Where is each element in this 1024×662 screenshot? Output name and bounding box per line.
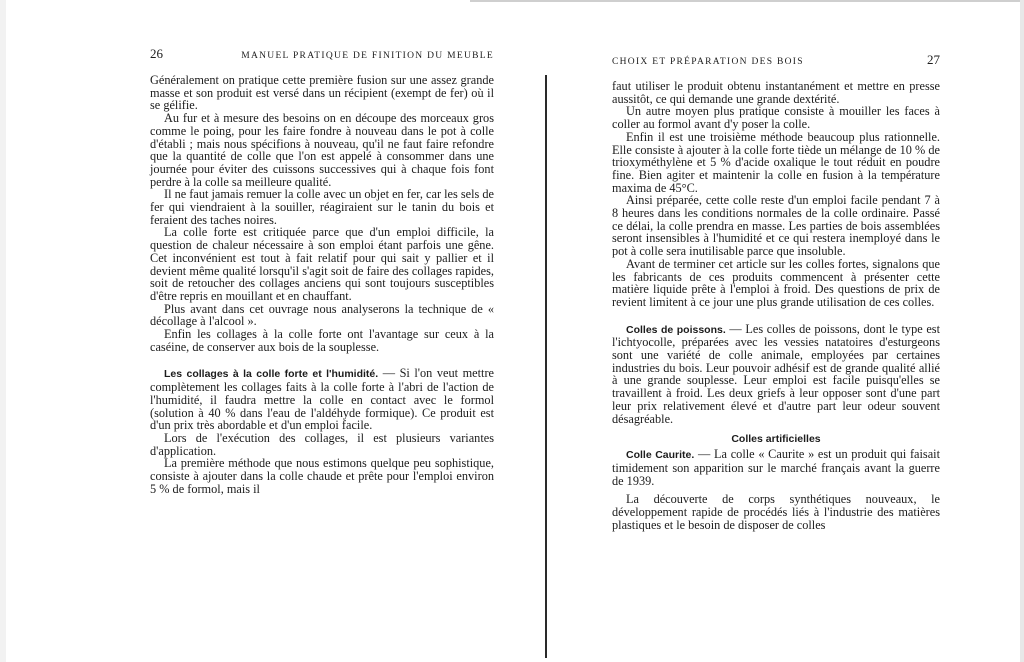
paragraph: faut utiliser le produit obtenu instantanément et mettre en presse aussitôt, ce qui demande une grande dextérité.: [612, 79, 940, 106]
paragraph: Enfin il est une troisième méthode beaucoup plus rationnelle. Elle consiste à ajouter à la colle forte tiède un mélange de 10 % de trioxyméthylène et 5 % d'acide oxalique le tout réduit en poudre fine. Bien agiter et maintenir la colle en fusion à la température maxima de 45°C.: [612, 129, 940, 195]
section-paragraph: [612, 323, 940, 426]
right-page-body: [612, 80, 940, 532]
section-paragraph: [612, 448, 940, 487]
page-number: 26: [150, 46, 163, 61]
running-title: MANUEL PRATIQUE DE FINITION DU MEUBLE: [241, 51, 494, 61]
paragraph: Avant de terminer cet article sur les colles fortes, signalons que les fabricants de ces produits commencent à présenter cette matière liquide prête à l'emploi à froid. Des questions de prix de revient limitent à ce jour une plus grande utilisation de ces colles.: [612, 256, 940, 309]
scan-edge-left: [0, 0, 6, 662]
section-heading: Colles de poissons.: [626, 323, 726, 336]
section-text: — Si l'on veut mettre complètement les collages faits à la colle forte à l'abri de l'action de l'humidité, il faudra mettre la colle en contact avec le formol (solution à 40 % dans l'eau de l'aldéhyde formique). Ce produit est d'un prix très abordable et d'un emploi facile.: [150, 366, 495, 433]
paragraph: La première méthode que nous estimons quelque peu sophistique, consiste à ajouter dans la colle chaude et prête pour l'emploi environ 5 % de formol, mais il: [150, 456, 494, 496]
left-page: [150, 46, 494, 496]
running-title: CHOIX ET PRÉPARATION DES BOIS: [612, 57, 804, 67]
left-page-body: [150, 74, 494, 496]
section-text: — La colle « Caurite » est un produit qui faisait timidement son apparition sur le marché français avant la guerre de 1939.: [612, 447, 940, 488]
right-page: [612, 52, 940, 532]
book-gutter: [545, 75, 547, 658]
paragraph: Ainsi préparée, cette colle reste d'un emploi facile pendant 7 à 8 heures dans les conditions normales de la colle ordinaire. Passé ce délai, la colle prendra en masse. Les parties de bois assemblées seront insensibles à l'humidité et ce qui restera inemployé dans le pot à colle sera inutilisable parce que insoluble.: [612, 193, 940, 259]
section-heading: Colle Caurite.: [626, 449, 695, 462]
right-page-header: [612, 52, 940, 68]
scan-top-edge: [470, 0, 1020, 2]
subsection-title: Colles artificielles: [731, 433, 821, 446]
paragraph: La découverte de corps synthétiques nouveaux, le développement rapide de procédés liés à l'industrie des matières plastiques et le besoin de disposer de colles: [612, 492, 940, 532]
paragraph: Plus avant dans cet ouvrage nous analyserons la technique de « décollage à l'alcool ».: [150, 301, 494, 329]
paragraph: Au fur et à mesure des besoins on en découpe des morceaux gros comme le poing, pour les faire fondre à nouveau dans le pot à colle d'établi ; mais nous spécifions à nouveau, qu'il ne faut faire refondre que la quantité de colle que l'on est appelé à consommer dans une journée pour éviter des cuissons successives qui à chaque fois font perdre à la colle sa meilleure qualité.: [150, 111, 494, 189]
section-text: — Les colles de poissons, dont le type est l'ichtyocolle, préparées avec les vessies natatoires d'esturgeons sont une variété de colle animale, employées par certaines industries du bois. Leur pouvoir adhésif est de grande qualité allié à une grande souplesse. Leur emploi est facile puisqu'elles se travaillent à froid. Les deux griefs à leur opposer sont d'une part leur prix relativement élevé et d'autre part leur odeur souvent désagréable.: [612, 321, 940, 426]
page-number: 27: [927, 52, 940, 67]
left-page-header: [150, 46, 494, 62]
paragraph: Un autre moyen plus pratique consiste à mouiller les faces à coller au formol avant d'y poser la colle.: [612, 104, 940, 132]
paragraph: La colle forte est critiquée parce que d'un emploi difficile, la question de chaleur nécessaire à son emploi étant parfois une gêne. Cet inconvénient est tout à fait relatif pour qui sait y pallier et il devient même qualité lorsqu'il s'agit soit de faire des collages rapides, soit de retoucher des collages anciens qui sont toujours susceptibles d'être repris en mouillant et en chauffant.: [150, 225, 494, 303]
section-heading: Les collages à la colle forte et l'humidité.: [164, 368, 379, 381]
section-paragraph: [150, 367, 494, 432]
scan-edge-right: [1020, 0, 1024, 662]
paragraph: Généralement on pratique cette première fusion sur une assez grande masse et son produit est versé dans un récipient (exempt de fer) où il se gélifie.: [150, 73, 494, 113]
paragraph: Lors de l'exécution des collages, il est plusieurs variantes d'application.: [150, 430, 494, 458]
paragraph: Il ne faut jamais remuer la colle avec un objet en fer, car les sels de fer qui viendraient à la souiller, réagiraient sur le tanin du bois et feraient des taches noires.: [150, 187, 495, 227]
paragraph: Enfin les collages à la colle forte ont l'avantage sur ceux à la caséine, de conserver aux bois de la souplesse.: [150, 327, 494, 354]
